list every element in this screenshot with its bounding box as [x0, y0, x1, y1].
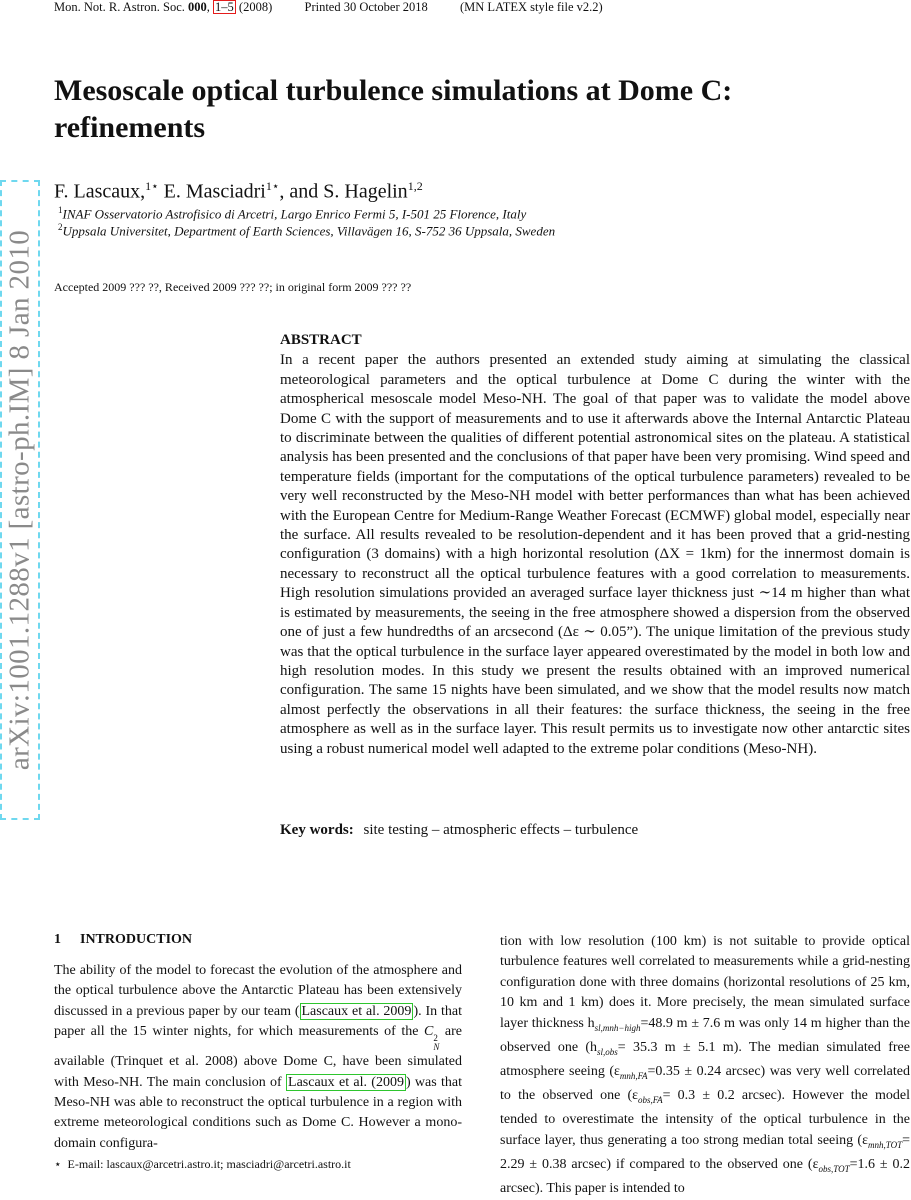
- abstract-text: In a recent paper the authors presented an extended study aiming at simulating the classical meteorological parameters and the optical turbulence at Dome C during the winter with the atmospherical mesoscale model Meso-NH. The goal of that paper was to validate the model above Dome C with the support of measurements and to use it afterwards above the Internal Antarctic Plateau to discriminate between the qualities of different potential astronomical sites on the plateau. A statistical analysis has been presented and the conclusions of that paper have been very promising. Wind speed and temperature fields (important for the computations of the optical turbulence parameters) revealed to be very well reconstructed by the Meso-NH model with better performances than what has been achieved with the European Centre for Medium-Range Weather Forecast (ECMWF) global model, especially near the surface. All results revealed to be resolution-dependent and it has been proved that a grid-nesting configuration (3 domains) with a high horizontal resolution (ΔX = 1km) for the innermost domain is necessary to reconstruct all the optical turbulence features with a good correlation to measurements. High resolution simulations provided an averaged surface layer thickness just ∼14 m higher than what is estimated by measurements, the seeing in the free atmosphere showed a dispersion from the observed one of just a few hundredths of an arcsecond (Δε ∼ 0.05”). The unique limitation of the previous study was that the optical turbulence in the surface layer appeared overestimated by the model in both low and high resolution modes. In this study we present the results obtained with an improved numerical configuration. The same 15 nights have been simulated, and we show that the model results now match almost perfectly the observations in all their features: the surface thickness, the seeing in the free atmosphere as well as in the surface layer. This result permits us to investigate now other antarctic sites using a robust numerical model well adapted to the extreme polar conditions (Meso-NH).: [280, 352, 910, 757]
- affiliation-text: Uppsala Universitet, Department of Earth Sciences, Villavägen 16, S-752 36 Uppsala, Sweden: [62, 223, 556, 239]
- footnote: [54, 1157, 351, 1172]
- text-run: = 0.3 ± 0.2 arcsec). However the model tended to overestimate the intensity of the optical turbulence in the surface layer, thus generating a too strong median total seeing (ε: [500, 1088, 910, 1148]
- author-lascaux-marks: 1⋆: [145, 179, 159, 193]
- intro-paragraph-continued: [500, 932, 910, 1200]
- section-title: INTRODUCTION: [80, 932, 193, 947]
- arxiv-identifier: arXiv:1001.1288v1 [astro-ph.IM] 8 Jan 2010: [3, 229, 36, 771]
- text-run: are available (Trinquet et al. 2008) above Dome C, have been simulated with Meso-NH. The main conclusion of: [54, 1024, 462, 1090]
- keywords: [280, 822, 638, 839]
- subscript: sl,mnh−high: [594, 1022, 641, 1033]
- author-masciadri-marks: 1⋆: [265, 179, 280, 193]
- text-run: = 35.3 m ± 5.1 m). The median simulated free atmosphere seeing (ε: [500, 1039, 910, 1080]
- author-hagelin-marks: 1,2: [407, 179, 423, 193]
- text-run: =1.6 ± 0.2 arcsec). This paper is intended to: [500, 1157, 910, 1197]
- cn2-subscript: N: [433, 1042, 440, 1053]
- citation-link[interactable]: Lascaux et al. 2009: [301, 1003, 412, 1019]
- printed-date: Printed 30 October 2018: [304, 0, 428, 14]
- text-run: The ability of the model to forecast the evolution of the atmosphere and the optical turbulence above the Antarctic Plateau has been extensively discussed in a previous paper by our team (: [54, 963, 462, 1019]
- cn2-symbol: C: [424, 1024, 434, 1040]
- text-run: tion with low resolution (100 km) is not suitable to provide optical turbulence features well correlated to measurements while a grid-nesting configuration done with three domains (horizontal resolutions of 25 km, 10 km and 1 km) does it. More precisely, the mean simulated surface layer thickness h: [500, 934, 910, 1031]
- journal-volume: 000: [188, 0, 207, 14]
- subscript: mnh,FA: [619, 1070, 648, 1081]
- intro-left-column: [54, 961, 462, 1154]
- intro-right-column: [500, 932, 910, 1200]
- keywords-text: site testing – atmospheric effects – turbulence: [363, 822, 639, 838]
- author-masciadri: E. Masciadri: [163, 180, 266, 203]
- style-note: (MN LATEX style file v2.2): [460, 0, 603, 14]
- journal-year: (2008): [238, 0, 273, 14]
- journal-prefix: Mon. Not. R. Astron. Soc.: [54, 0, 185, 14]
- running-head: Mon. Not. R. Astron. Soc. 000, 1–5 (2008) Printed 30 October 2018 (MN LATEX style file v2.2): [54, 0, 603, 14]
- paper-title: Mesoscale optical turbulence simulations at Dome C: refinements: [54, 74, 733, 144]
- subscript: sl,obs: [597, 1046, 618, 1057]
- keywords-label: Key words:: [280, 822, 354, 838]
- affiliation-number: 2: [58, 222, 63, 232]
- text-run: ). In that paper all the 15 winter nights, for which measurements of the: [54, 1003, 462, 1040]
- abstract: [280, 331, 910, 759]
- subscript: mnh,TOT: [867, 1139, 903, 1150]
- footnote-mark: ⋆: [54, 1157, 62, 1171]
- abstract-heading: ABSTRACT: [280, 332, 362, 348]
- text-run: =48.9 m ± 7.6 m was only 14 m higher than the observed one (h: [500, 1015, 910, 1055]
- subscript: obs,FA: [638, 1095, 663, 1106]
- subscript: obs,TOT: [818, 1163, 850, 1174]
- affiliation-1: [58, 205, 526, 222]
- affiliation-2: [58, 222, 555, 239]
- accepted-received-dates: Accepted 2009 ??? ??, Received 2009 ??? ??; in original form 2009 ??? ??: [54, 280, 412, 294]
- text-run: ) was that Meso-NH was able to reconstruct the optical turbulence in a region with extreme meteorological conditions such as Dome C. However a mono-domain configura-: [54, 1074, 462, 1151]
- section-heading: [54, 932, 192, 948]
- text-run: =0.35 ± 0.24 arcsec) was very well correlated to the observed one (ε: [500, 1064, 910, 1104]
- affiliation-text: INAF Osservatorio Astrofisico di Arcetri, Largo Enrico Fermi 5, I-501 25 Florence, Italy: [62, 206, 527, 222]
- footnote-text: E-mail: lascaux@arcetri.astro.it; masciadri@arcetri.astro.it: [67, 1157, 351, 1171]
- cn2-superscript: 2: [433, 1033, 438, 1044]
- author-hagelin: , and S. Hagelin: [279, 180, 408, 203]
- intro-paragraph: [54, 961, 462, 1154]
- citation-link[interactable]: Lascaux et al. (2009: [288, 1074, 404, 1090]
- author-list: [54, 179, 423, 204]
- text-run: = 2.29 ± 0.38 arcsec) if compared to the observed one (ε: [500, 1132, 910, 1173]
- author-lascaux: F. Lascaux,: [54, 180, 146, 203]
- page-range-link[interactable]: 1–5: [215, 0, 234, 14]
- section-number: 1: [54, 932, 61, 947]
- affiliation-number: 1: [58, 205, 63, 215]
